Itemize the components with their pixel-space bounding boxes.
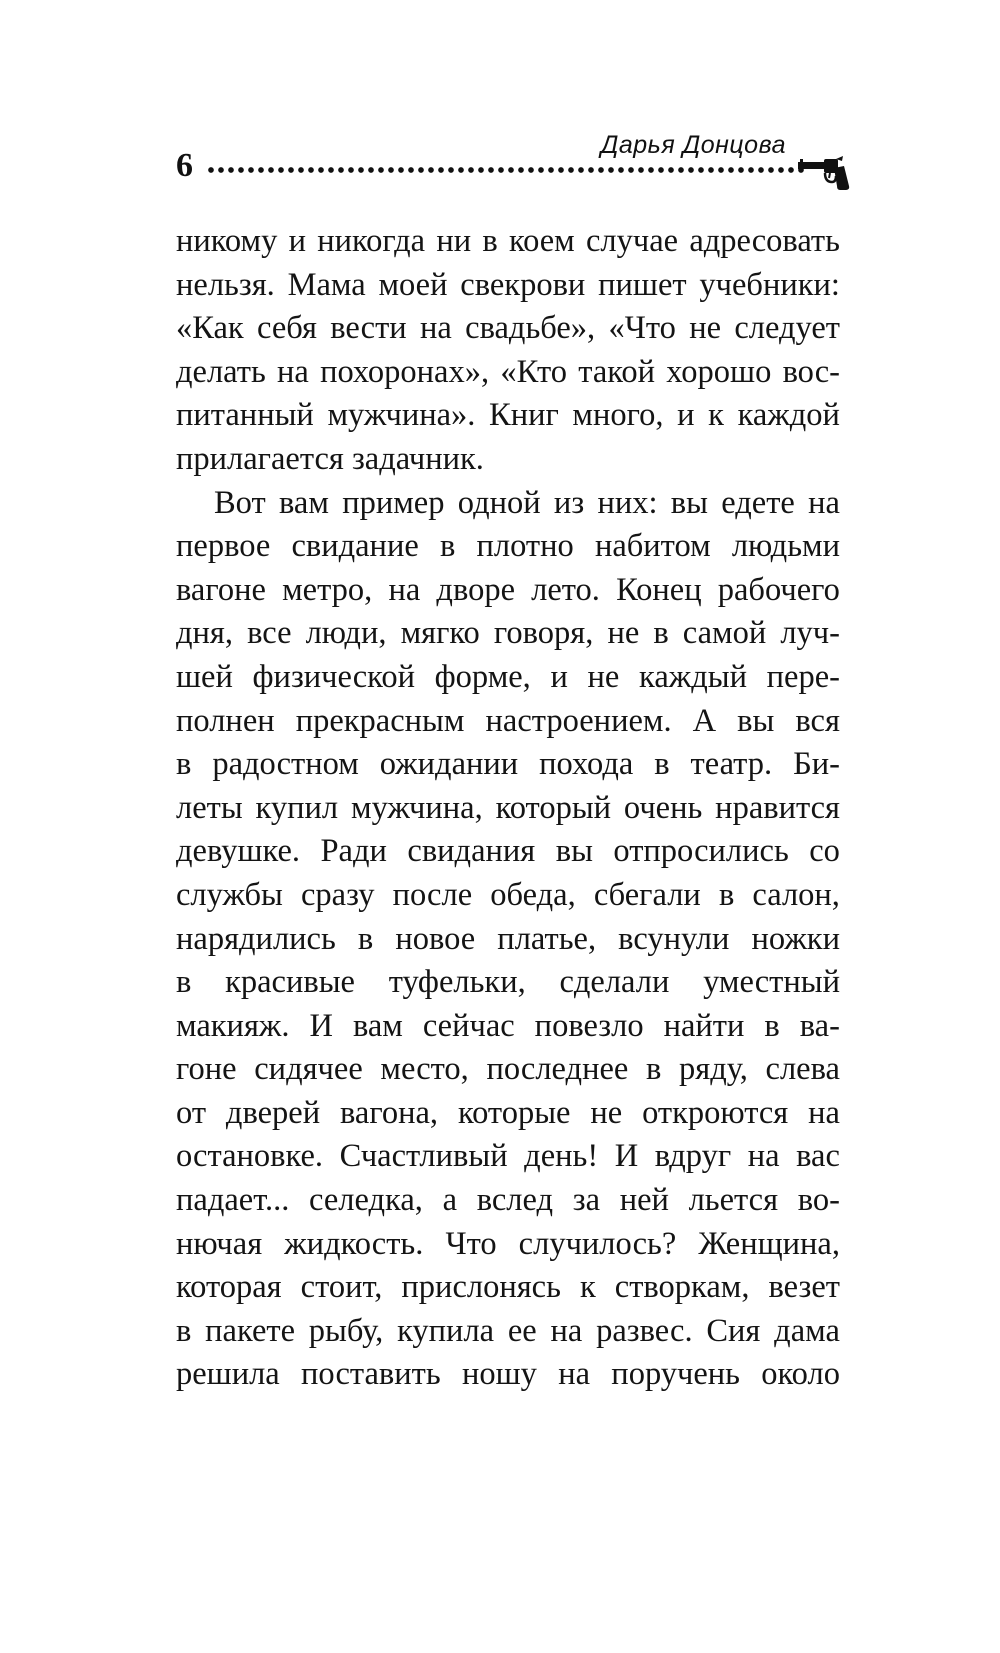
text-line: нельзя. Мама моей свекрови пишет учебники: (176, 266, 840, 303)
text-line: остановке. Счастливый день! И вдруг на вас (176, 1138, 840, 1175)
text-line: нарядились в новое платье, всунули ножки (176, 920, 840, 957)
text-line: девушке. Ради свидания вы отпросились со (176, 833, 840, 870)
text-line: которая стоит, прислонясь к створкам, везет (176, 1269, 840, 1306)
text-line: делать на похоронах», «Кто такой хорошо вос- (176, 353, 840, 390)
text-line: нючая жидкость. Что случилось? Женщина, (176, 1225, 840, 1262)
page-number: 6 (176, 147, 193, 184)
running-header (176, 128, 856, 208)
text-line: дня, все люди, мягко говоря, не в самой луч- (176, 615, 840, 652)
text-line: в радостном ожидании похода в театр. Би- (176, 746, 840, 783)
paragraph-1 (176, 220, 840, 482)
body-text (176, 220, 840, 1397)
revolver-icon (798, 156, 850, 192)
text-line: шей физической форме, и не каждый пере- (176, 658, 840, 695)
text-line: Вот вам пример одной из них: вы едете на (214, 484, 840, 521)
text-line: в пакете рыбу, купила ее на развес. Сия дама (176, 1312, 840, 1349)
text-line: «Как себя вести на свадьбе», «Что не следует (176, 310, 840, 347)
paragraph-2 (176, 482, 840, 1397)
text-line: службы сразу после обеда, сбегали в салон, (176, 876, 840, 913)
text-line: гоне сидячее место, последнее в ряду, слева (176, 1051, 840, 1088)
text-line: прилагается задачник. (176, 440, 484, 477)
text-line: полнен прекрасным настроением. А вы вся (176, 702, 840, 739)
text-line: падает... селедка, а вслед за ней льется во- (176, 1182, 840, 1219)
text-line: решила поставить ношу на поручень около (176, 1356, 840, 1393)
text-line: питанный мужчина». Книг много, и к каждой (176, 397, 840, 434)
text-line: никому и никогда ни в коем случае адресовать (176, 223, 840, 259)
text-line: макияж. И вам сейчас повезло найти в ва- (176, 1007, 840, 1044)
dotted-leader (206, 166, 806, 174)
author-name: Дарья Донцова (600, 131, 786, 159)
text-line: леты купил мужчина, который очень нравится (176, 789, 840, 826)
text-line: в красивые туфельки, сделали уместный (176, 964, 840, 1001)
text-line: от дверей вагона, которые не откроются на (176, 1094, 840, 1131)
text-line: вагоне метро, на дворе лето. Конец рабочего (176, 571, 840, 608)
text-line: первое свидание в плотно набитом людьми (176, 528, 840, 565)
